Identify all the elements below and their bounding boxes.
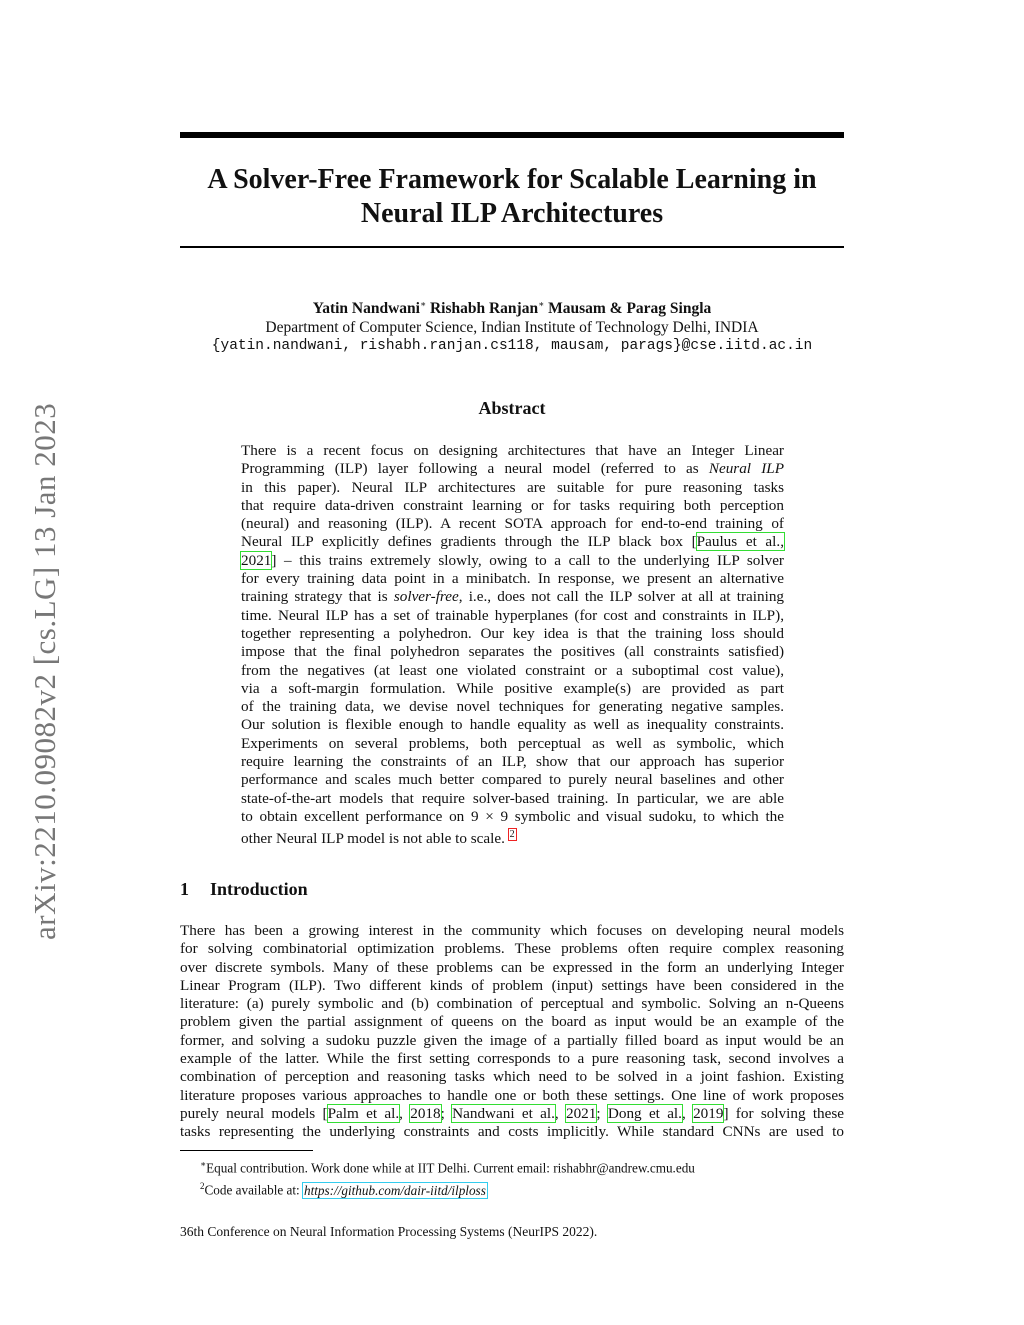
title-top-rule (180, 132, 844, 138)
body-line: purely neural models [Palm et al., 2018; Nandwani et al., 2021; Dong et al., 2019] for solving these (180, 1104, 845, 1122)
citation-dong-link[interactable]: Dong et al. (607, 1104, 682, 1122)
title-bottom-rule (180, 246, 844, 248)
abstract-line: from the negatives (at least one violated constraint or a suboptimal cost value), (241, 661, 784, 679)
introduction-body (180, 922, 844, 1142)
citation-palm-year-link[interactable]: 2018 (410, 1104, 441, 1122)
citation-nandwani-year-link[interactable]: 2021 (565, 1104, 597, 1122)
body-line: over discrete symbols. Many of these problems can be expressed in the form an underlying Integer (180, 958, 844, 976)
code-url-link[interactable]: https://github.com/dair-iitd/ilploss (304, 1182, 486, 1198)
body-line: Linear Program (ILP). Two different kinds of problem (input) settings have been considered in the (180, 976, 844, 994)
abstract-line: There is a recent focus on designing architectures that have an Integer Linear (241, 442, 784, 459)
abstract-line: (neural) and reasoning (ILP). A recent SOTA approach for end-to-end training of (241, 515, 784, 533)
body-line: for solving combinatorial optimization problems. These problems often require complex reasoning (180, 940, 844, 958)
abstract-line: Programming (ILP) layer following a neural model (referred to as Neural ILP (241, 460, 784, 478)
body-line: problem given the partial assignment of queens on the board as input would be an example of the (180, 1013, 844, 1031)
author-emails: {yatin.nandwani, rishabh.ranjan.cs118, mausam, parags}@cse.iitd.ac.in (211, 338, 813, 355)
citation-paulus-year-link[interactable]: 2021 (241, 551, 272, 569)
abstract-line: Our solution is flexible enough to handle equality as well as inequality constraints. (241, 716, 784, 734)
abstract-line: Neural ILP explicitly defines gradients through the ILP black box [Paulus et al., (241, 533, 784, 551)
abstract-line: time. Neural ILP has a set of trainable hyperplanes (for cost and constraints in ILP), (241, 606, 784, 624)
abstract-line: other Neural ILP model is not able to scale. $^2$ (241, 829, 515, 848)
abstract-line: via a soft-margin formulation. While positive example(s) are provided as part (241, 679, 784, 697)
author-names (180, 295, 844, 318)
abstract-line: require learning the constraints of an ILP, show that our approach has superior (241, 753, 784, 771)
section-number: 1 (180, 879, 189, 899)
abstract-line: that require data-driven constraint learning or for tasks requiring both perception (241, 496, 784, 514)
abstract-body (241, 442, 784, 849)
footnote-2-link[interactable]: 2 (509, 829, 515, 841)
abstract-line: to obtain excellent performance on 9 × 9 symbolic and visual sudoku, to which the (241, 807, 784, 825)
citation-dong-year-link[interactable]: 2019 (693, 1104, 724, 1122)
paper-title (180, 163, 844, 231)
title-line-1: A Solver-Free Framework for Scalable Learning in (207, 164, 817, 195)
citation-palm-link[interactable]: Palm et al. (327, 1104, 400, 1122)
citation-paulus-link[interactable]: Paulus et al., (696, 533, 784, 551)
body-line: former, and solving a sudoku puzzle given the image of a partially filled board as input would be an (180, 1031, 844, 1049)
title-line-2: Neural ILP Architectures (360, 198, 664, 229)
author-1: Yatin Nandwani (312, 300, 420, 318)
equal-contrib-mark: ∗ (538, 299, 545, 309)
section-heading-introduction (180, 879, 308, 900)
footnote-1: ∗Equal contribution. Work done while at IIT Delhi. Current email: rishabhr@andrew.cmu.edu (200, 1159, 695, 1176)
abstract-line: 2021] – this trains extremely slowly, owing to a call to the underlying ILP solver (241, 551, 784, 569)
citation-nandwani-link[interactable]: Nandwani et al. (452, 1104, 555, 1122)
venue-note: 36th Conference on Neural Information Processing Systems (NeurIPS 2022). (180, 1224, 598, 1239)
abstract-heading: Abstract (478, 398, 546, 418)
body-line: example of the latter. While the first setting corresponds to a pure reasoning task, second involves a (180, 1050, 844, 1068)
section-title: Introduction (210, 879, 308, 899)
footnotes (200, 1155, 695, 1200)
abstract-line: training strategy that is solver-free, i.e., does not call the ILP solver at all at training (241, 588, 785, 606)
footnote-2: $^2$Code available at: https://github.com/dair-iitd/ilploss (200, 1181, 486, 1198)
abstract-line: of the training data, we devise novel techniques for generating negative samples. (241, 698, 784, 716)
arxiv-identifier: arXiv:2210.09082v2 [cs.LG] 13 Jan 2023 (27, 402, 62, 940)
body-line: literature: (a) purely symbolic and (b) combination of perceptual and symbolic. Solving an n-Queens (180, 995, 844, 1013)
abstract-line: impose that the final polyhedron separates the positives (all constraints satisfied) (241, 643, 784, 661)
body-line: combination of perception and reasoning tasks which need to be solved in a joint fashion. Existing (180, 1068, 844, 1086)
author-block (180, 295, 844, 356)
abstract-line: performance and scales much better compared to purely neural baselines and other (241, 771, 784, 789)
abstract-line: together representing a polyhedron. Our key idea is that the training loss should (241, 624, 784, 642)
footnote-divider (180, 1150, 313, 1151)
affiliation: Department of Computer Science, Indian Institute of Technology Delhi, INDIA (265, 319, 759, 337)
body-line: There has been a growing interest in the community which focuses on developing neural models (180, 922, 844, 939)
abstract-line: Experiments on several problems, both perceptual as well as symbolic, which (241, 734, 784, 752)
author-3: Mausam & Parag Singla (548, 300, 712, 318)
abstract-line: in this paper). Neural ILP architectures are suitable for pure reasoning tasks (241, 478, 784, 496)
abstract-line: state-of-the-art models that require solver-based training. In particular, we are able (241, 789, 784, 807)
equal-contrib-mark: ∗ (419, 299, 427, 309)
author-2: Rishabh Ranjan (429, 300, 539, 318)
body-line: literature proposes various approaches to handle one or both these settings. One line of work proposes (180, 1086, 844, 1104)
body-line: tasks representing the underlying constraints and costs implicitly. While standard CNNs are used to (180, 1123, 844, 1141)
abstract-line: for every training data point in a minibatch. In response, we present an alternative (241, 570, 784, 588)
